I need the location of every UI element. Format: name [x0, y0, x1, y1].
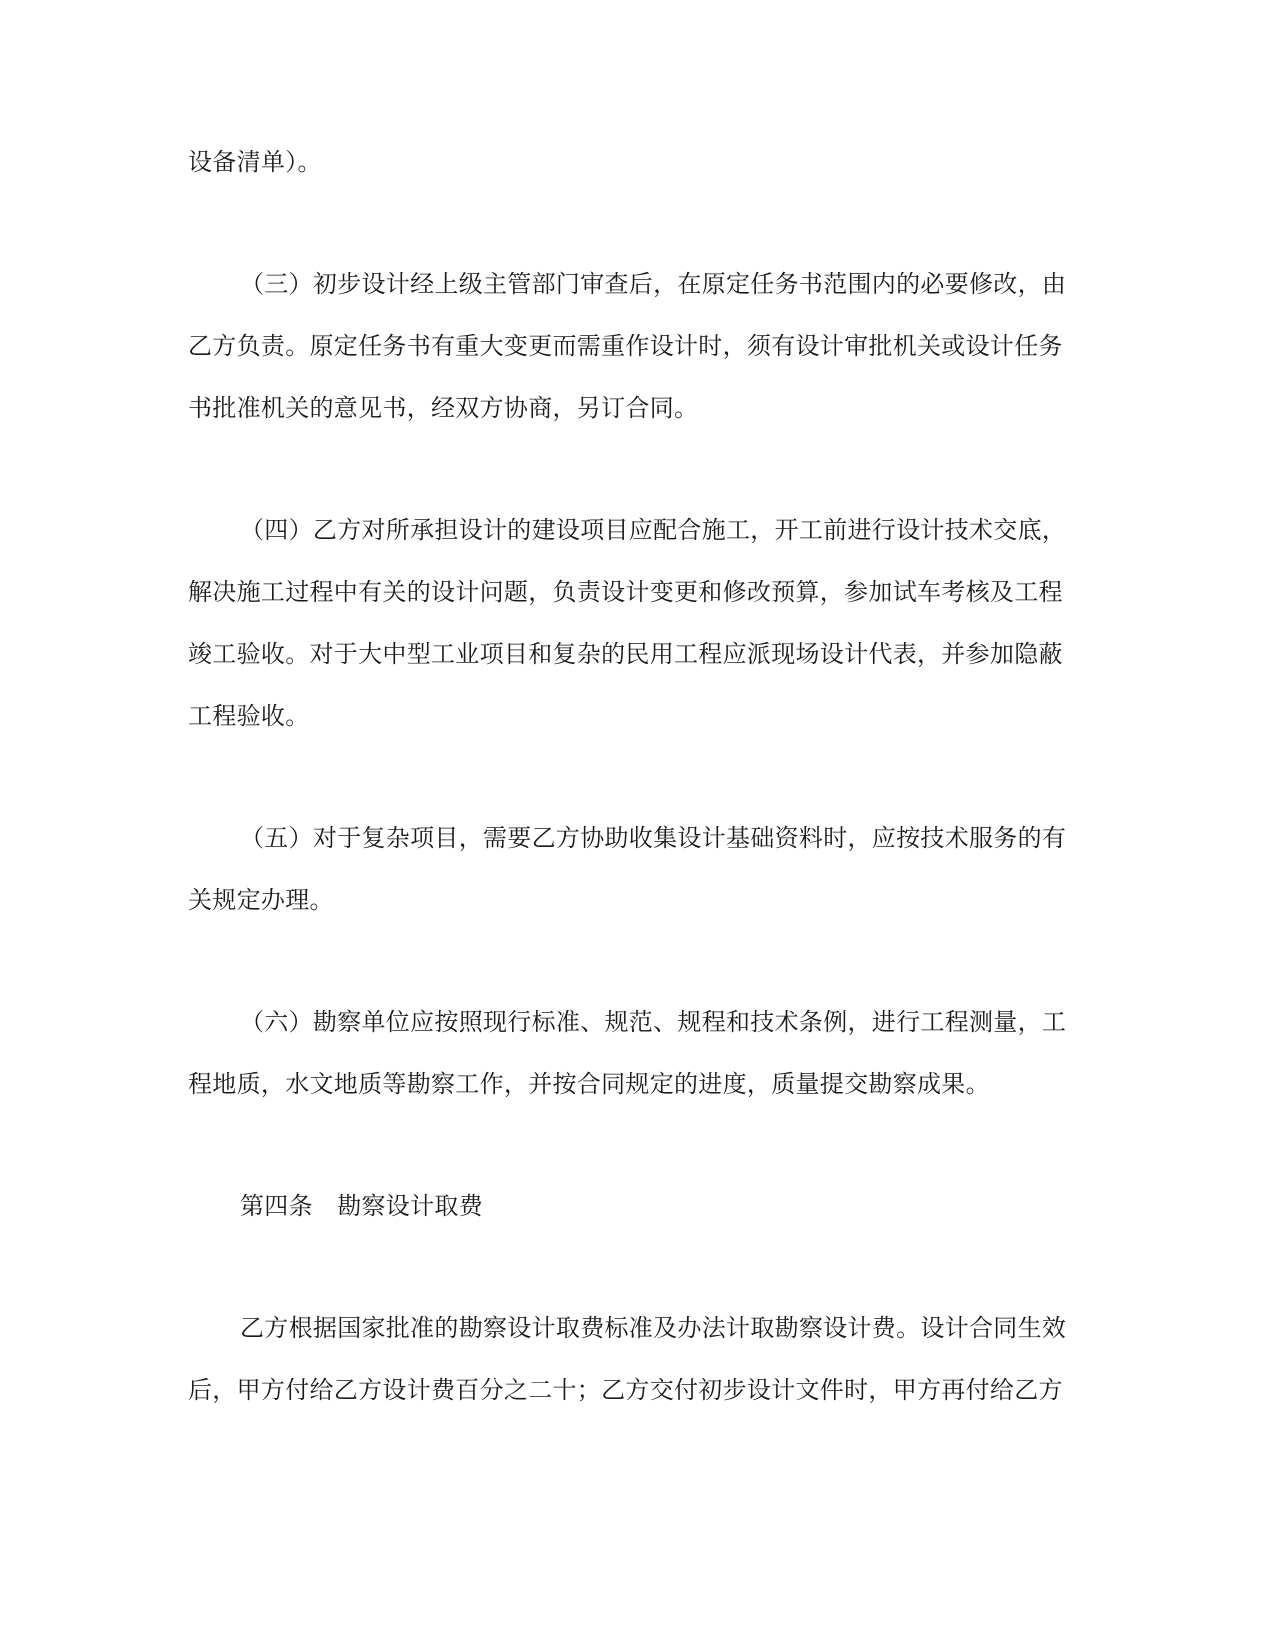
section-heading: 第四条 勘察设计取费: [240, 1192, 483, 1220]
text-line: 乙方根据国家批准的勘察设计取费标准及办法计取勘察设计费。设计合同生效: [240, 1314, 1067, 1342]
text-line: （四）乙方对所承担设计的建设项目应配合施工，开工前进行设计技术交底，: [240, 516, 1067, 544]
text-line: 设备清单）。: [188, 148, 322, 176]
text-line: 关规定办理。: [188, 886, 334, 914]
text-line: 乙方负责。原定任务书有重大变更而需重作设计时，须有设计审批机关或设计任务: [188, 332, 1063, 360]
text-line: 程地质，水文地质等勘察工作，并按合同规定的进度，质量提交勘察成果。: [188, 1070, 990, 1098]
text-line: （五）对于复杂项目，需要乙方协助收集设计基础资料时，应按技术服务的有: [240, 824, 1067, 852]
text-line: 后，甲方付给乙方设计费百分之二十；乙方交付初步设计文件时，甲方再付给乙方: [188, 1376, 1063, 1404]
text-line: 书批准机关的意见书，经双方协商，另订合同。: [188, 394, 699, 422]
text-line: 竣工验收。对于大中型工业项目和复杂的民用工程应派现场设计代表，并参加隐蔽: [188, 640, 1063, 668]
text-line: （六）勘察单位应按照现行标准、规范、规程和技术条例，进行工程测量，工: [240, 1008, 1067, 1036]
text-line: 工程验收。: [188, 702, 310, 730]
text-line: （三）初步设计经上级主管部门审查后，在原定任务书范围内的必要修改，由: [240, 270, 1067, 298]
text-line: 解决施工过程中有关的设计问题，负责设计变更和修改预算，参加试车考核及工程: [188, 578, 1063, 606]
